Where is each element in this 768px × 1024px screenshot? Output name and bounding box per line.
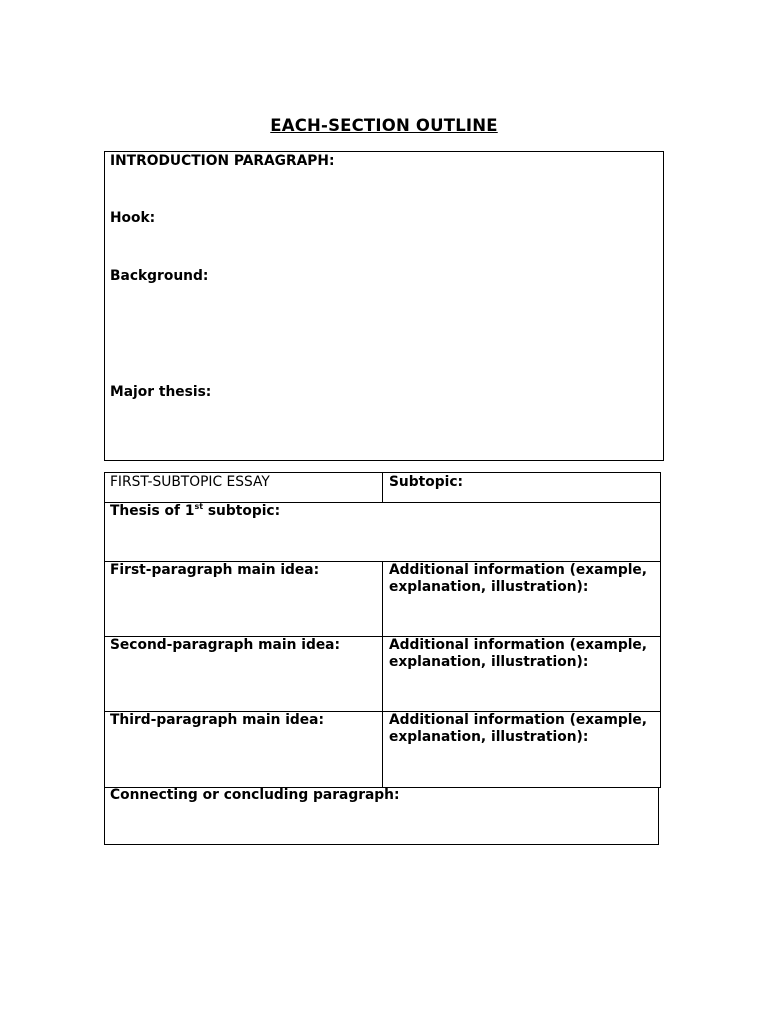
- second-additional-info-line2: explanation, illustration):: [389, 654, 589, 670]
- table-top-border: [104, 472, 661, 473]
- background-label: Background:: [110, 268, 209, 284]
- thesis-label: [110, 503, 280, 520]
- subtopic-label: Subtopic:: [389, 474, 464, 490]
- third-additional-info-line1: Additional information (example,: [389, 712, 648, 728]
- thesis-prefix: Thesis of 1: [110, 503, 195, 519]
- first-additional-info-line1: Additional information (example,: [389, 562, 648, 578]
- third-paragraph-main-idea: Third-paragraph main idea:: [110, 712, 324, 728]
- second-paragraph-main-idea: Second-paragraph main idea:: [110, 637, 340, 653]
- column-divider-rows: [382, 561, 383, 787]
- essay-label: FIRST-SUBTOPIC ESSAY: [110, 474, 270, 490]
- major-thesis-label: Major thesis:: [110, 384, 212, 400]
- second-additional-info-line1: Additional information (example,: [389, 637, 648, 653]
- thesis-superscript: st: [194, 502, 204, 511]
- thesis-suffix: subtopic:: [203, 503, 281, 519]
- introduction-box: [104, 151, 664, 461]
- table-right-border: [660, 472, 661, 787]
- table-bottom-border: [104, 844, 659, 845]
- column-divider-top: [382, 472, 383, 502]
- first-paragraph-main-idea: First-paragraph main idea:: [110, 562, 320, 578]
- table-left-border: [104, 472, 105, 845]
- introduction-heading: INTRODUCTION PARAGRAPH:: [110, 153, 335, 169]
- concluding-paragraph-label: Connecting or concluding paragraph:: [110, 787, 400, 803]
- first-additional-info-line2: explanation, illustration):: [389, 579, 589, 595]
- third-additional-info-line2: explanation, illustration):: [389, 729, 589, 745]
- concluding-right-border: [658, 787, 659, 845]
- hook-label: Hook:: [110, 210, 156, 226]
- page-title: EACH-SECTION OUTLINE: [270, 116, 498, 135]
